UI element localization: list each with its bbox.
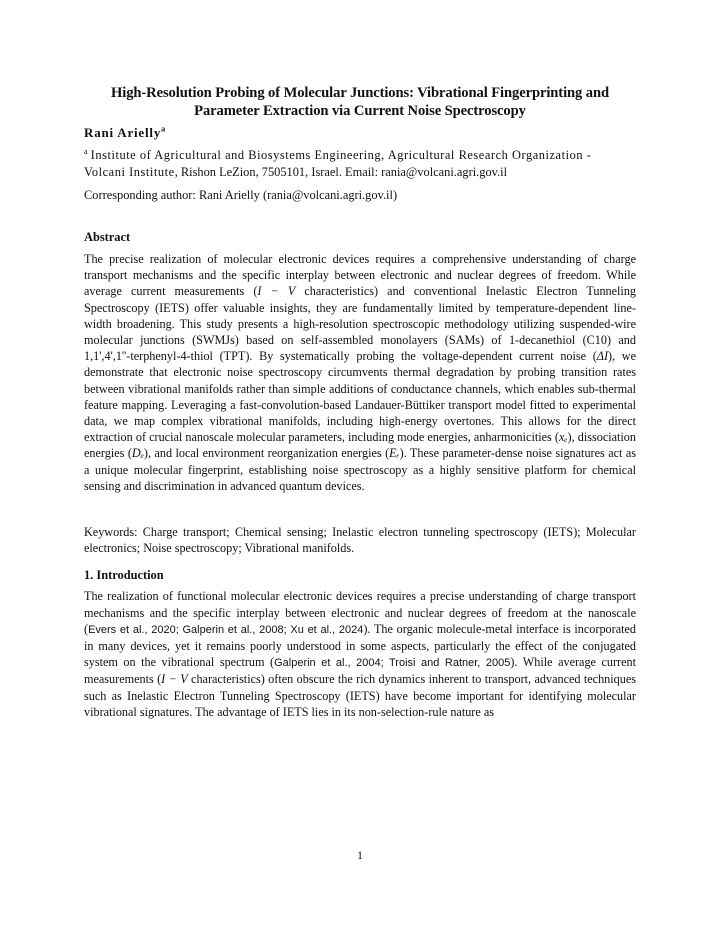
affiliation-address: , Rishon LeZion, 7505101, Israel. Email: rania@volcani.agri.gov.il — [174, 165, 508, 179]
abstract-part-6: ). These parameter-dense noise signatures act as a unique molecular fingerprint, establishing noise spectroscopy as a highly sensitive platform for chemical sensing and discrimination in advanced quantum devices. — [84, 446, 636, 493]
introduction-heading: 1. Introduction — [84, 568, 164, 583]
abstract-math-xe: xₑ — [558, 430, 568, 445]
abstract-math-er: Eᵣ — [389, 446, 400, 461]
author-name — [84, 125, 636, 141]
intro-math-iv: I − V — [161, 672, 188, 687]
keywords: Keywords: Charge transport; Chemical sensing; Inelastic electron tunneling spectroscopy (IETS); Molecular electronics; Noise spectroscopy; Vibrational manifolds. — [84, 525, 636, 556]
abstract-part-1: The precise realization of molecular electronic devices requires a comprehensive understanding of charge transport mechanisms and the specific interplay between electronic and nuclear degrees of freedom. While average current measurements ( — [84, 252, 636, 299]
abstract-math-delta-i: ΔI — [596, 349, 609, 364]
page-number: 1 — [357, 848, 363, 862]
citation-2[interactable]: Galperin et al., 2004; Troisi and Ratner, 2005 — [274, 657, 511, 670]
intro-part-1: The realization of functional molecular electronic devices requires a precise understanding of charge transport mechanisms and the specific interplay between electronic and nuclear degrees of freedom at the nanoscale ( — [84, 589, 636, 636]
abstract-part-4: ), dissociation energies ( — [84, 430, 636, 461]
abstract-math-de: Dₑ — [131, 446, 144, 461]
corresponding-author: Corresponding author: Rani Arielly (rania@volcani.agri.gov.il) — [84, 188, 398, 202]
abstract-part-5: ), and local environment reorganization energies ( — [143, 446, 390, 461]
paper-page — [84, 84, 636, 720]
affiliation-institute: Institute of Agricultural and Biosystems Engineering, Agricultural Research Organization - Volcani Institute — [84, 148, 592, 179]
abstract-math-iv: I − V — [257, 284, 296, 299]
intro-part-2: ). The organic molecule-metal interface is incorporated in many devices, yet it remains poorly understood in some aspects, particularly the effect of the conjugated system on the vibrational spectrum ( — [84, 621, 636, 670]
intro-part-4: characteristics) often obscure the rich dynamics inherent to transport, advanced techniques such as Inelastic Electron Tunneling Spectroscopy (IETS) have become important for identifying molecular vibrational signatures. The advantage of IETS lies in its non-selection-rule nature as — [84, 672, 636, 719]
citation-1[interactable]: Evers et al., 2020; Galperin et al., 2008; Xu et al., 2024 — [88, 623, 364, 636]
introduction-text — [84, 588, 636, 720]
affiliation-marker: a — [84, 146, 88, 156]
affiliation — [84, 147, 636, 181]
abstract-part-3: ), we demonstrate that electronic noise spectroscopy circumvents thermal degradation by probing transition rates between vibrational manifolds rather than simple additions of conductance channels, which enables sub-thermal feature mapping. Leveraging a fast-convolution-based Landauer-Büttiker transport model fitted to experimental data, we map complex vibrational manifolds, including high-energy overtones. This allows for the direct extraction of crucial nanoscale molecular parameters, including mode energies, anharmonicities ( — [84, 349, 636, 445]
author-affiliation-marker: a — [161, 124, 166, 134]
intro-part-3: ). While average current measurements ( — [84, 655, 636, 687]
author-name-text: Rani Arielly — [84, 125, 162, 140]
paper-title: High-Resolution Probing of Molecular Junctions: Vibrational Fingerprinting and Parameter Extraction via Current Noise Spectroscopy — [110, 85, 610, 119]
abstract-text — [84, 251, 636, 494]
abstract-heading: Abstract — [84, 230, 131, 244]
abstract-part-2: characteristics) and conventional Inelastic Electron Tunneling Spectroscopy (IETS) offer valuable insights, they are fundamentally limited by temperature-dependent line-width broadening. This study presents a high-resolution spectroscopic methodology utilizing suspended-wire molecular junctions (SWMJs) based on self-assembled monolayers (SAMs) of 1-decanethiol (C10) and 1,1',4',1''-terphenyl-4-thiol (TPT). By systematically probing the voltage-dependent current noise ( — [84, 284, 637, 364]
